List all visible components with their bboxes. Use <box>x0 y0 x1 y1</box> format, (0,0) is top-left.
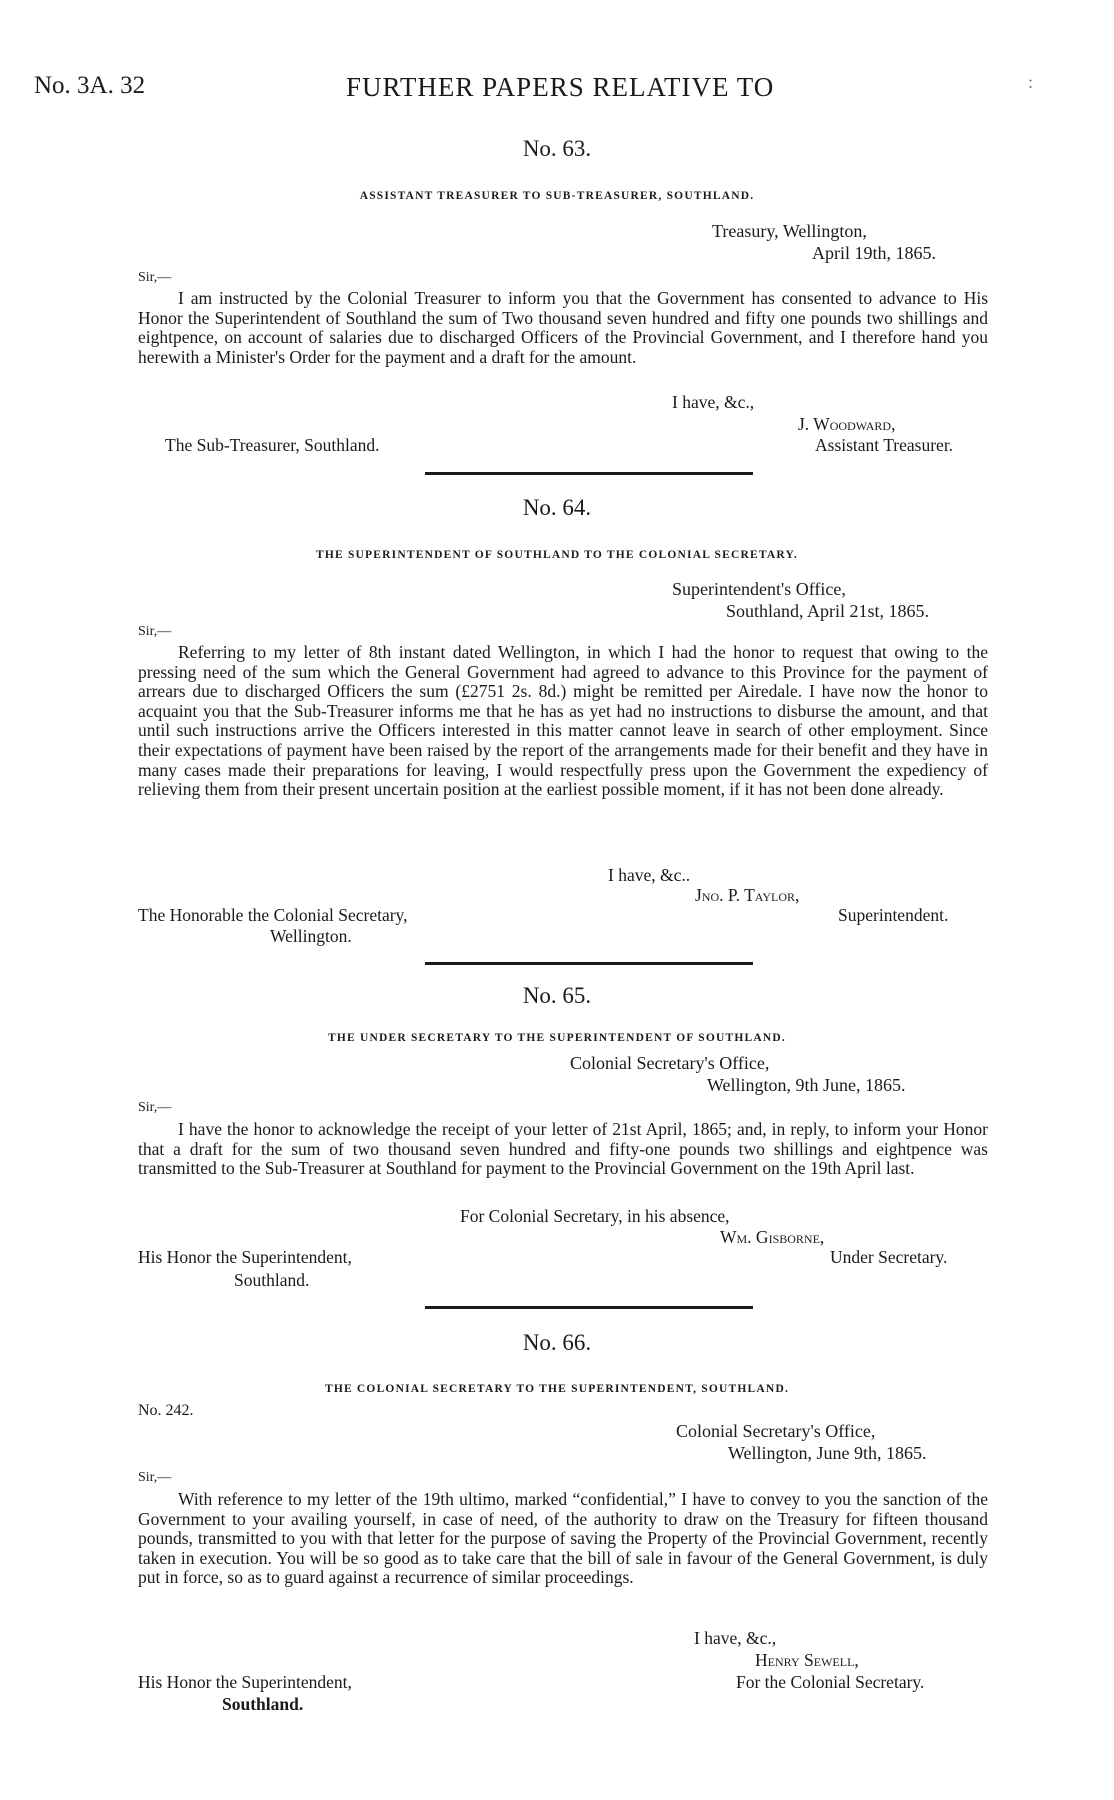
address-line-1: Colonial Secretary's Office, <box>570 1053 770 1073</box>
letter-heading: THE UNDER SECRETARY TO THE SUPERINTENDENT OF SOUTHLAND. <box>328 1032 786 1044</box>
address-line-2: April 19th, 1865. <box>812 243 936 263</box>
signer-title: Assistant Treasurer. <box>815 435 954 455</box>
letter-number: No. 64. <box>522 495 592 520</box>
address-line-1: Colonial Secretary's Office, <box>676 1421 876 1441</box>
address-line-2: Wellington, June 9th, 1865. <box>728 1443 927 1463</box>
closing: I have, &c.. <box>608 865 691 885</box>
reference-number: No. 242. <box>138 1402 194 1419</box>
letter-body: I have the honor to acknowledge the receipt of your letter of 21st April, 1865; and, in reply, to inform your Honor that a draft for the sum of two thousand seven hundred and fifty-one pounds two shillings and eightpence was transmitted to the Sub-Treasurer at Southland for payment to the Provincial Government on the 19th April last. <box>138 1119 988 1179</box>
salutation: Sir,— <box>138 624 172 639</box>
signer: Henry Sewell, <box>755 1650 859 1670</box>
addressee-line-2: Southland. <box>234 1270 310 1290</box>
letter-heading: THE COLONIAL SECRETARY TO THE SUPERINTENDENT, SOUTHLAND. <box>324 1383 790 1395</box>
salutation: Sir,— <box>138 1100 172 1115</box>
page-header <box>34 72 1034 112</box>
signer: Wm. Gisborne, <box>720 1227 825 1247</box>
letter-body: Referring to my letter of 8th instant dated Wellington, in which I had the honor to request that owing to the pressing need of the sum which the General Government had agreed to advance to this Province for the payment of arrears due to discharged Officers the sum (£2751 2s. 8d.) might be remitted per Airedale. I have now the honor to acquaint you that the Sub-Treasurer informs me that he has as yet had no instructions to disburse the amount, and that until such instructions arrive the Officers interested in this matter cannot leave in search of other employment. Since their expectations of payment have been raised by the report of the arrangements made for their benefit and they have in many cases made their preparations for leaving, I would respectfully press upon the Government the expediency of relieving them from their present uncertain position at the earliest possible moment, if it has not been done already. <box>138 642 988 800</box>
letter-number: No. 66. <box>522 1330 592 1355</box>
divider <box>425 962 753 965</box>
signer-title: For the Colonial Secretary. <box>736 1672 925 1692</box>
letter-heading: THE SUPERINTENDENT OF SOUTHLAND TO THE COLONIAL SECRETARY. <box>315 549 799 561</box>
closing: I have, &c., <box>694 1628 777 1648</box>
running-title: FURTHER PAPERS RELATIVE TO <box>346 72 775 102</box>
salutation: Sir,— <box>138 270 172 285</box>
page-number: No. 3A. 32 <box>34 72 146 99</box>
closing: I have, &c., <box>672 392 755 412</box>
letter-heading: ASSISTANT TREASURER TO SUB-TREASURER, SOUTHLAND. <box>359 190 755 202</box>
address-line-2: Wellington, 9th June, 1865. <box>707 1075 906 1095</box>
signer: J. Woodward, <box>798 414 896 434</box>
addressee-line-1: The Honorable the Colonial Secretary, <box>138 905 408 925</box>
addressee-line-2: Southland. <box>222 1694 304 1714</box>
divider <box>425 1306 753 1309</box>
closing: For Colonial Secretary, in his absence, <box>460 1206 730 1226</box>
addressee-line-1: His Honor the Superintendent, <box>138 1247 352 1267</box>
signer-title: Superintendent. <box>838 905 949 925</box>
address-line-1: Superintendent's Office, <box>672 579 846 599</box>
addressee-line-2: Wellington. <box>270 926 352 946</box>
addressee: The Sub-Treasurer, Southland. <box>165 435 380 455</box>
addressee-line-1: His Honor the Superintendent, <box>138 1672 352 1692</box>
letter-body: I am instructed by the Colonial Treasurer to inform you that the Government has consented to advance to His Honor the Superintendent of Southland the sum of Two thousand seven hundred and fifty one pounds two shillings and eightpence, on account of salaries due to discharged Officers of the Provincial Government, and I therefore hand you herewith a Minister's Order for the payment and a draft for the amount. <box>138 288 988 367</box>
margin-mark: : <box>1028 72 1034 92</box>
address-line-1: Treasury, Wellington, <box>712 221 867 241</box>
letter-body: With reference to my letter of the 19th ultimo, marked “confidential,” I have to convey to you the sanction of the Government to your availing yourself, in case of need, of the authority to draw on the Treasury for fifteen thousand pounds, transmitted to you with that letter for the purpose of saving the Property of the Provincial Government, recently taken in execution. You will be so good as to take care that the bill of sale in favour of the General Government, is duly put in force, so as to guard against a recurrence of similar proceedings. <box>138 1489 988 1588</box>
signer: Jno. P. Taylor, <box>695 885 800 905</box>
signer-title: Under Secretary. <box>830 1247 948 1267</box>
letter-number: No. 65. <box>522 983 592 1008</box>
letter-number: No. 63. <box>522 136 592 161</box>
address-line-2: Southland, April 21st, 1865. <box>726 601 930 621</box>
divider <box>425 472 753 475</box>
salutation: Sir,— <box>138 1470 172 1485</box>
